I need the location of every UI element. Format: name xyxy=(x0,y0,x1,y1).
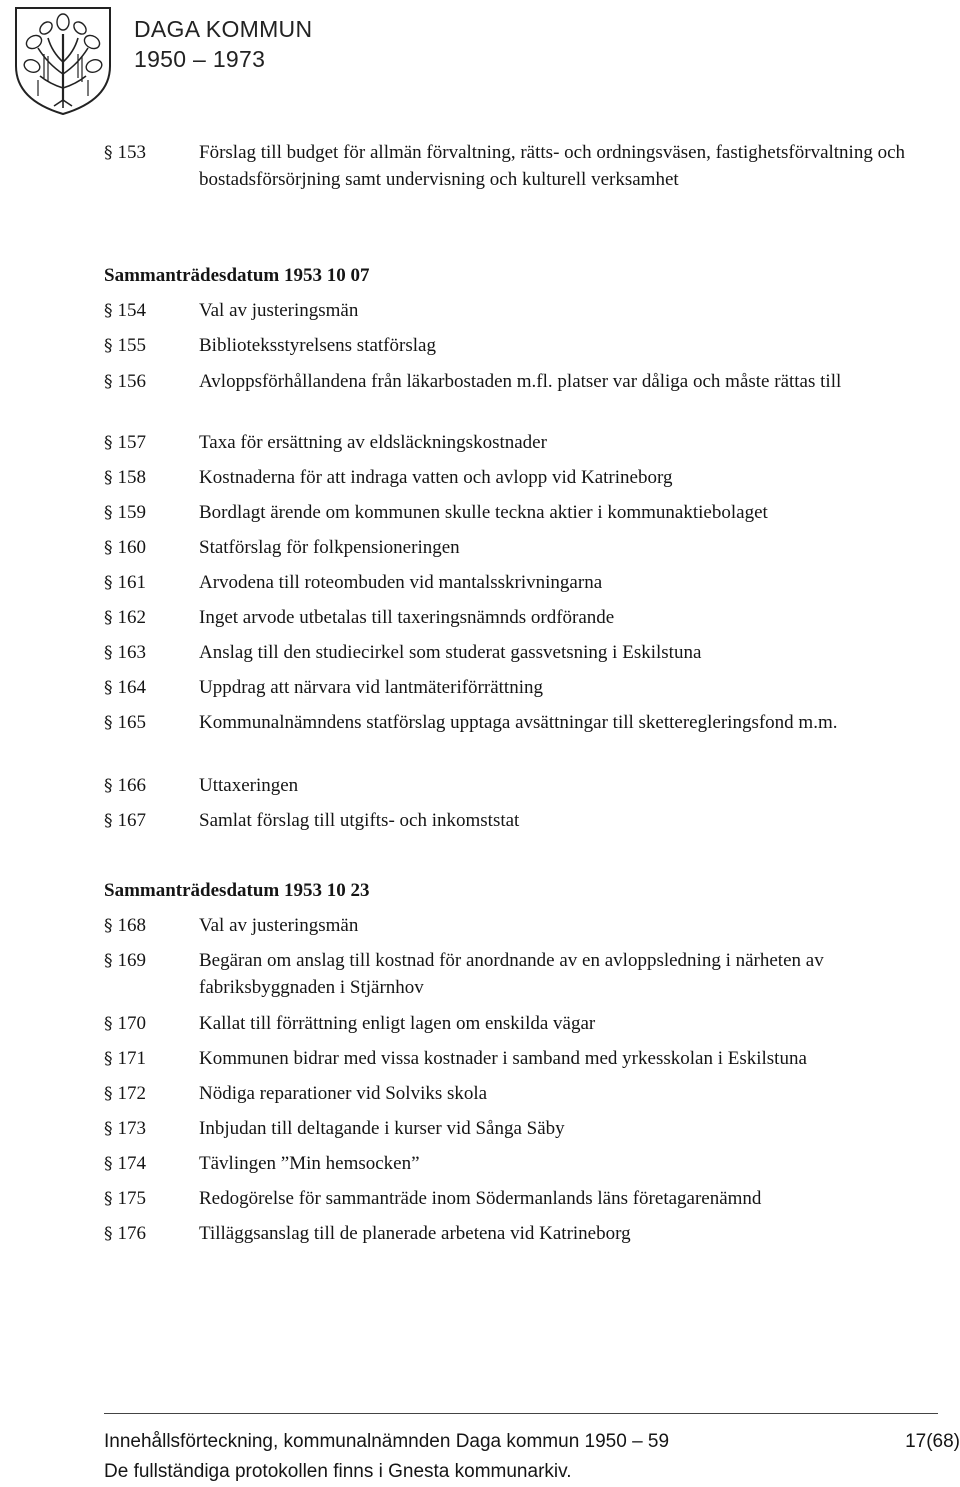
section-symbol: § xyxy=(104,713,113,733)
section-symbol: § xyxy=(104,538,113,558)
index-entry xyxy=(104,1010,914,1038)
entry-number: 155 xyxy=(117,335,146,356)
entry-number: 164 xyxy=(117,677,146,698)
index-entry xyxy=(104,1150,914,1178)
index-entry xyxy=(104,1045,914,1073)
index-entry xyxy=(104,1220,914,1248)
entry-text: Bordlagt ärende om kommunen skulle teckna aktier i kommunaktiebolaget xyxy=(199,502,768,523)
index-entry xyxy=(104,1185,914,1213)
index-entry xyxy=(104,1115,914,1143)
index-entry xyxy=(104,429,914,457)
entry-number: 170 xyxy=(117,1013,146,1034)
entry-text: Uttaxeringen xyxy=(199,775,299,796)
entry-number: 159 xyxy=(117,502,146,523)
index-entry xyxy=(104,368,914,396)
entry-number: 172 xyxy=(117,1083,146,1104)
section-symbol: § xyxy=(104,1084,113,1104)
entry-text: Redogörelse för sammanträde inom Södermanlands läns företagarenämnd xyxy=(199,1188,762,1209)
index-entry xyxy=(104,499,914,527)
municipality-title: DAGA KOMMUN xyxy=(134,16,313,42)
entry-text: Arvodena till roteombuden vid mantalsskrivningarna xyxy=(199,572,603,593)
entry-number: 156 xyxy=(117,371,146,392)
index-entry xyxy=(104,604,914,632)
entry-number: 165 xyxy=(117,712,146,733)
entry-text: Biblioteksstyrelsens statförslag xyxy=(199,335,436,356)
entry-text: Kommunen bidrar med vissa kostnader i samband med yrkesskolan i Eskilstuna xyxy=(199,1048,807,1069)
entry-number: 158 xyxy=(117,467,146,488)
entry-text: Förslag till budget för allmän förvaltning, rätts- och ordningsväsen, fastighetsförvaltning och bostadsförsörjning samt undervisning och kulturell verksamhet xyxy=(199,142,906,190)
section-symbol: § xyxy=(104,372,113,392)
entry-text: Inget arvode utbetalas till taxeringsnämnds ordförande xyxy=(199,607,615,628)
section-symbol: § xyxy=(104,1224,113,1244)
entry-number: 169 xyxy=(117,950,146,971)
index-entry xyxy=(104,297,914,325)
section-symbol: § xyxy=(104,336,113,356)
session-heading: Sammanträdesdatum 1953 10 07 xyxy=(104,265,370,286)
entry-text: Taxa för ersättning av eldsläckningskostnader xyxy=(199,432,547,453)
section-symbol: § xyxy=(104,143,113,163)
entry-text: Tilläggsanslag till de planerade arbetena vid Katrineborg xyxy=(199,1223,631,1244)
entry-number: 153 xyxy=(117,142,146,163)
document-header xyxy=(134,14,312,74)
entry-text: Inbjudan till deltagande i kurser vid Sånga Säby xyxy=(199,1118,565,1139)
index-entry xyxy=(104,947,914,1001)
index-entry xyxy=(104,464,914,492)
section-symbol: § xyxy=(104,643,113,663)
entry-number: 173 xyxy=(117,1118,146,1139)
index-entry xyxy=(104,332,914,360)
index-entry xyxy=(104,674,914,702)
section-symbol: § xyxy=(104,776,113,796)
entry-text: Kallat till förrättning enligt lagen om enskilda vägar xyxy=(199,1013,596,1034)
entry-number: 175 xyxy=(117,1188,146,1209)
entry-number: 171 xyxy=(117,1048,146,1069)
entry-number: 161 xyxy=(117,572,146,593)
index-entry xyxy=(104,709,914,737)
entry-number: 163 xyxy=(117,642,146,663)
entry-text: Tävlingen ”Min hemsocken” xyxy=(199,1153,420,1174)
index-entry xyxy=(104,1080,914,1108)
section-symbol: § xyxy=(104,573,113,593)
entry-text: Uppdrag att närvara vid lantmäteriförrättning xyxy=(199,677,543,698)
entry-number: 176 xyxy=(117,1223,146,1244)
entry-number: 166 xyxy=(117,775,146,796)
session-heading: Sammanträdesdatum 1953 10 23 xyxy=(104,880,370,901)
section-symbol: § xyxy=(104,1119,113,1139)
section-symbol: § xyxy=(104,1014,113,1034)
entry-number: 162 xyxy=(117,607,146,628)
page-number: 17(68) xyxy=(905,1431,960,1452)
footer-title: Innehållsförteckning, kommunalnämnden Daga kommun 1950 – 59 xyxy=(104,1431,670,1452)
index-entry xyxy=(104,534,914,562)
section-symbol: § xyxy=(104,608,113,628)
entry-text: Val av justeringsmän xyxy=(199,300,359,321)
entry-text: Nödiga reparationer vid Solviks skola xyxy=(199,1083,488,1104)
section-symbol: § xyxy=(104,1189,113,1209)
section-symbol: § xyxy=(104,1049,113,1069)
entry-number: 174 xyxy=(117,1153,146,1174)
footer-divider xyxy=(104,1413,938,1414)
entry-text: Avloppsförhållandena från läkarbostaden m.fl. platser var dåliga och måste rättas till xyxy=(199,371,842,392)
section-symbol: § xyxy=(104,503,113,523)
entry-number: 160 xyxy=(117,537,146,558)
page-footer xyxy=(104,1427,960,1487)
index-entry xyxy=(104,569,914,597)
section-symbol: § xyxy=(104,433,113,453)
entry-number: 154 xyxy=(117,300,146,321)
entry-text: Begäran om anslag till kostnad för anordnande av en avloppsledning i närheten av fabriksbyggnaden i Stjärnhov xyxy=(199,950,824,998)
entry-number: 167 xyxy=(117,810,146,831)
index-entry xyxy=(104,807,914,835)
entry-number: 157 xyxy=(117,432,146,453)
entry-text: Kostnaderna för att indraga vatten och avlopp vid Katrineborg xyxy=(199,467,673,488)
section-symbol: § xyxy=(104,951,113,971)
index-entry xyxy=(104,139,914,193)
period-years: 1950 – 1973 xyxy=(134,46,266,72)
section-symbol: § xyxy=(104,468,113,488)
section-symbol: § xyxy=(104,811,113,831)
entry-text: Samlat förslag till utgifts- och inkomststat xyxy=(199,810,520,831)
section-symbol: § xyxy=(104,916,113,936)
section-symbol: § xyxy=(104,301,113,321)
section-symbol: § xyxy=(104,678,113,698)
coat-of-arms-tree-icon xyxy=(10,4,116,116)
index-entry xyxy=(104,639,914,667)
entry-text: Val av justeringsmän xyxy=(199,915,359,936)
index-entry xyxy=(104,772,914,800)
entry-text: Kommunalnämndens statförslag upptaga avsättningar till sketteregleringsfond m.m. xyxy=(199,712,838,733)
entry-text: Statförslag för folkpensioneringen xyxy=(199,537,460,558)
footer-note: De fullständiga protokollen finns i Gnesta kommunarkiv. xyxy=(104,1461,572,1482)
entry-number: 168 xyxy=(117,915,146,936)
section-symbol: § xyxy=(104,1154,113,1174)
entry-text: Anslag till den studiecirkel som studerat gassvetsning i Eskilstuna xyxy=(199,642,702,663)
index-entry xyxy=(104,912,914,940)
